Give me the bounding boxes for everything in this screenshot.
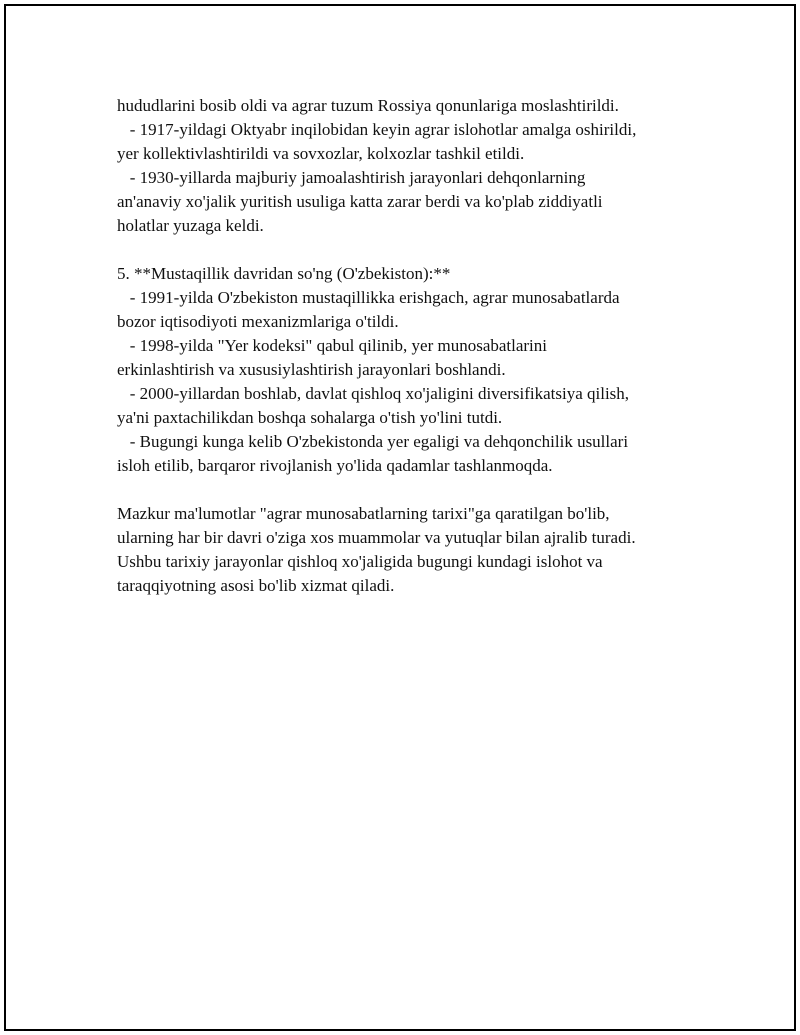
text-line: - 2000-yillardan boshlab, davlat qishloq xo'jaligini diversifikatsiya qilish, (117, 384, 630, 403)
text-line: yer kollektivlashtirildi va sovxozlar, kolxozlar tashkil etildi. (117, 144, 525, 163)
text-line: erkinlashtirish va xususiylashtirish jarayonlari boshlandi. (117, 360, 506, 379)
text-line: isloh etilib, barqaror rivojlanish yo'lida qadamlar tashlanmoqda. (117, 456, 553, 475)
text-line: Mazkur ma'lumotlar "agrar munosabatlarning tarixi"ga qaratilgan bo'lib, (117, 504, 610, 523)
paragraph-soviet-period (117, 94, 717, 238)
section-heading: 5. **Mustaqillik davridan so'ng (O'zbekiston):** (117, 264, 451, 283)
paragraph-spacer (117, 238, 717, 262)
paragraph-independence-period (117, 262, 717, 478)
paragraph-conclusion (117, 502, 717, 598)
paragraph-spacer (117, 478, 717, 502)
text-line: Ushbu tarixiy jarayonlar qishloq xo'jaligida bugungi kundagi islohot va (117, 552, 603, 571)
document-body (117, 94, 717, 598)
text-line: bozor iqtisodiyoti mexanizmlariga o'tildi. (117, 312, 399, 331)
text-line: - 1998-yilda "Yer kodeksi" qabul qilinib, yer munosabatlarini (117, 336, 548, 355)
text-line: - 1917-yildagi Oktyabr inqilobidan keyin agrar islohotlar amalga oshirildi, (117, 120, 637, 139)
text-line: - 1930-yillarda majburiy jamoalashtirish jarayonlari dehqonlarning (117, 168, 586, 187)
text-line: ularning har bir davri o'ziga xos muammolar va yutuqlar bilan ajralib turadi. (117, 528, 636, 547)
text-line: ya'ni paxtachilikdan boshqa sohalarga o'tish yo'lini tutdi. (117, 408, 503, 427)
text-line: - 1991-yilda O'zbekiston mustaqillikka erishgach, agrar munosabatlarda (117, 288, 620, 307)
text-line: holatlar yuzaga keldi. (117, 216, 264, 235)
text-line: hududlarini bosib oldi va agrar tuzum Rossiya qonunlariga moslashtirildi. (117, 96, 619, 115)
text-line: taraqqiyotning asosi bo'lib xizmat qiladi. (117, 576, 395, 595)
text-line: - Bugungi kunga kelib O'zbekistonda yer egaligi va dehqonchilik usullari (117, 432, 629, 451)
text-line: an'anaviy xo'jalik yuritish usuliga katta zarar berdi va ko'plab ziddiyatli (117, 192, 603, 211)
